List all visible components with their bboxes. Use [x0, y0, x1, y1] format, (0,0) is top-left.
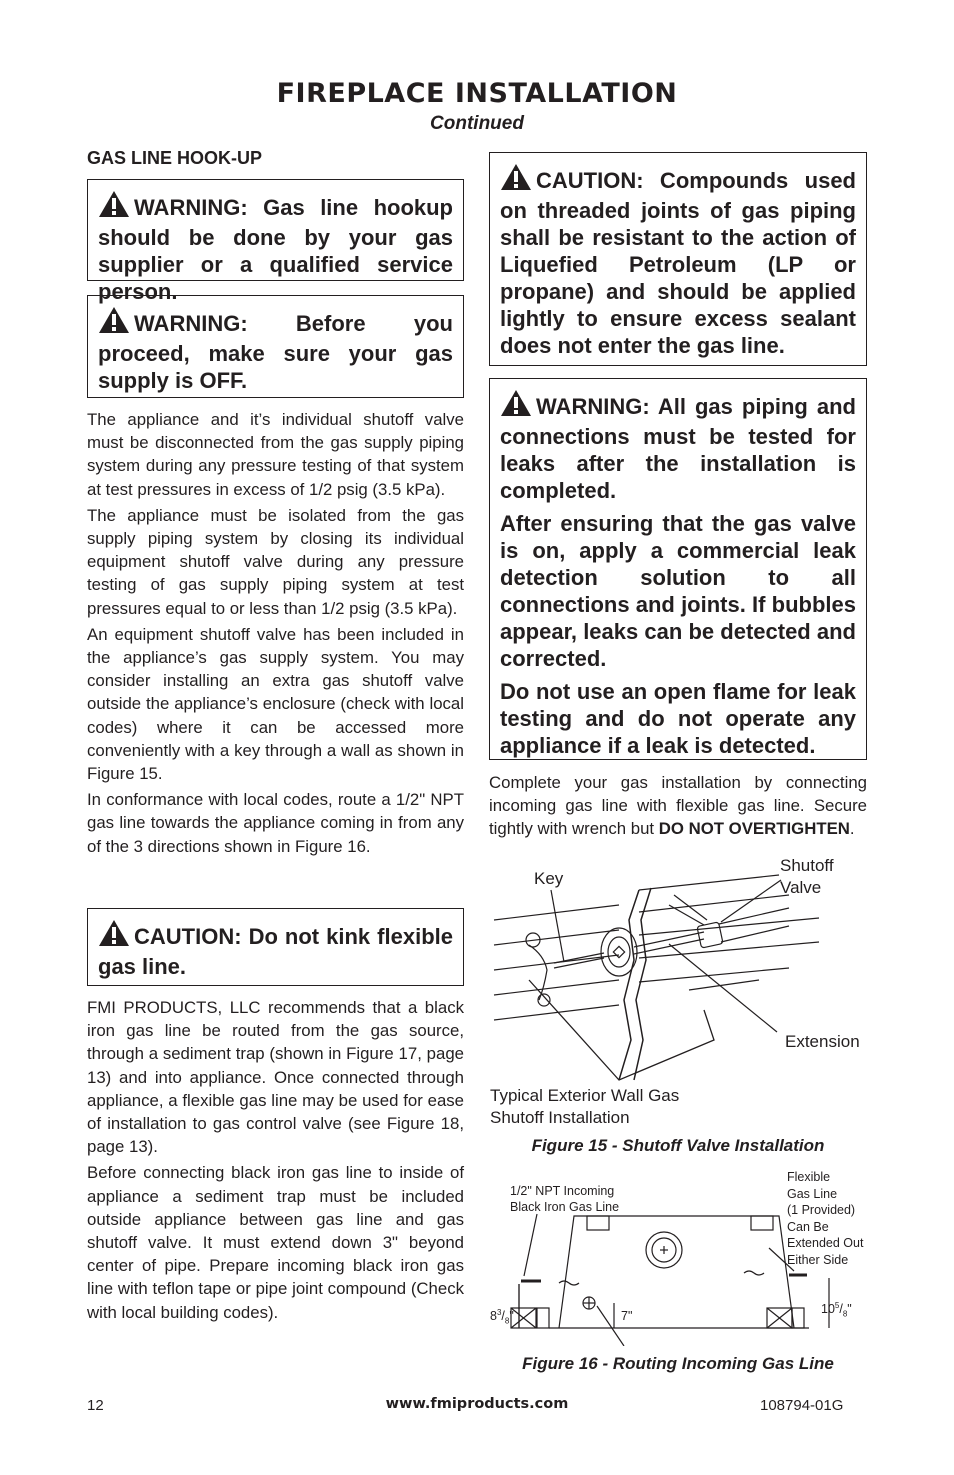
paragraph: The appliance must be isolated from the gas supply piping system by closing its individual equipment shutoff valve during any pressure testing of gas supply piping system at test pressures equal to or less than 1/2 psig (3.5 kPa).: [87, 505, 464, 618]
paragraph: An equipment shutoff valve has been included in the appliance’s gas supply system. You may consider installing an extra gas shutoff valve outside the appliance’s enclosure (check with local codes) where it can be accessed more conveniently with a key through a wall as shown in Figure 15.: [87, 624, 464, 784]
caution-kink-text: CAUTION: Do not kink flexible gas line.: [98, 924, 453, 979]
complete-installation-text: [489, 771, 867, 841]
label-typical-1: Typical Exterior Wall Gas: [490, 1086, 680, 1105]
warning-hookup-text: WARNING: Gas line hookup should be done by your gas supplier or a qualified service person.: [98, 195, 453, 304]
label-flex-line: Extended Out: [787, 1236, 864, 1250]
label-flex-line: Either Side: [787, 1252, 849, 1267]
label-flex: [787, 1169, 863, 1268]
caution-box-compounds: [489, 152, 867, 366]
warning-triangle-icon: [98, 919, 130, 953]
paragraph: FMI PRODUCTS, LLC recommends that a black iron gas line be routed from the gas source, through a sediment trap (shown in Figure 17, page 13) and into appliance. Once connected through appliance, a flexible gas line may be used for ease of installation to gas control valve (see Figure 18, page 13).: [87, 998, 464, 1157]
label-shutoff-2: Valve: [780, 878, 822, 897]
dimension-left: $8^3/_8$": [490, 1308, 514, 1326]
label-npt-2: Black Iron Gas Line: [510, 1200, 620, 1214]
section-title: GAS LINE HOOK-UP: [87, 148, 263, 168]
label-extension: Extension: [785, 1032, 860, 1051]
figure-16: [489, 1166, 879, 1346]
warning-gas-off-text: WARNING: Before you proceed, make sure your gas supply is OFF.: [98, 311, 453, 393]
paragraph: Before connecting black iron gas line to inside of appliance a sediment trap must be included outside appliance between gas line and gas shutoff valve. It must extend down 3" beyond center of pipe. Prepare incoming black iron gas line with teflon tape or pipe joint compound (Check with local building codes).: [87, 1163, 464, 1322]
caution-box-kink: [87, 908, 464, 986]
body-text-block-2: [87, 996, 464, 1327]
complete-text: Complete your gas installation by connecting incoming gas line with flexible gas line. Secure tightly with wrench but: [489, 773, 867, 839]
figure-15: [489, 850, 879, 1135]
footer-url[interactable]: www.fmiproducts.com: [385, 1396, 569, 1412]
caution-compounds-text: CAUTION: Compounds used on threaded joints of gas piping shall be resistant to the action of Liquefied Petroleum (LP or propane) and should be applied lightly to ensure excess sealant does not enter the gas line.: [500, 168, 856, 358]
paragraph: The appliance and it’s individual shutoff valve must be disconnected from the gas supply piping system during any pressure testing of that system at test pressures in excess of 1/2 psig (3.5 kPa).: [87, 410, 464, 499]
warning-triangle-icon: [500, 163, 532, 197]
warning-box-gas-off: [87, 295, 464, 398]
label-flex-line: (1 Provided): [787, 1203, 856, 1217]
do-not-overtighten: DO NOT OVERTIGHTEN: [658, 819, 850, 839]
figure-16-caption: Figure 16 - Routing Incoming Gas Line: [522, 1354, 834, 1373]
label-npt-1: 1/2" NPT Incoming: [510, 1184, 615, 1198]
label-key: Key: [534, 869, 564, 888]
warning-box-piping: [489, 378, 867, 760]
warning-triangle-icon: [98, 306, 130, 340]
warning-piping-text: Do not use an open flame for leak testing and do not operate any appliance if a leak is detected.: [500, 679, 856, 758]
page-number: 12: [87, 1397, 104, 1414]
label-flex-line: Gas Line: [787, 1186, 838, 1201]
page-subtitle: Continued: [430, 113, 524, 134]
dimension-right: $10^5/_8$": [821, 1301, 852, 1319]
complete-end: .: [849, 819, 855, 839]
paragraph: In conformance with local codes, route a 1/2" NPT gas line towards the appliance coming in from any of the 3 directions shown in Figure 16.: [87, 790, 464, 856]
document-number: 108794-01G: [760, 1397, 844, 1414]
warning-triangle-icon: [500, 389, 532, 423]
dimension-middle: 7": [621, 1309, 633, 1323]
label-flex-line: Flexible: [787, 1170, 831, 1184]
figure-15-caption: Figure 15 - Shutoff Valve Installation: [531, 1136, 825, 1155]
page-title: FIREPLACE INSTALLATION: [276, 78, 678, 109]
label-flex-line: Can Be: [787, 1219, 829, 1234]
warning-piping-text: After ensuring that the gas valve is on, apply a commercial leak detection solution to all connections and joints. If bubbles appear, leaks can be detected and corrected.: [500, 511, 856, 671]
label-typical-2: Shutoff Installation: [490, 1108, 630, 1127]
warning-triangle-icon: [98, 190, 130, 224]
warning-box-hookup: [87, 179, 464, 304]
body-text-block-1: [87, 408, 464, 861]
warning-piping-text: WARNING: All gas piping and connections must be tested for leaks after the installation is completed.: [500, 394, 856, 503]
label-shutoff-1: Shutoff: [780, 856, 834, 875]
